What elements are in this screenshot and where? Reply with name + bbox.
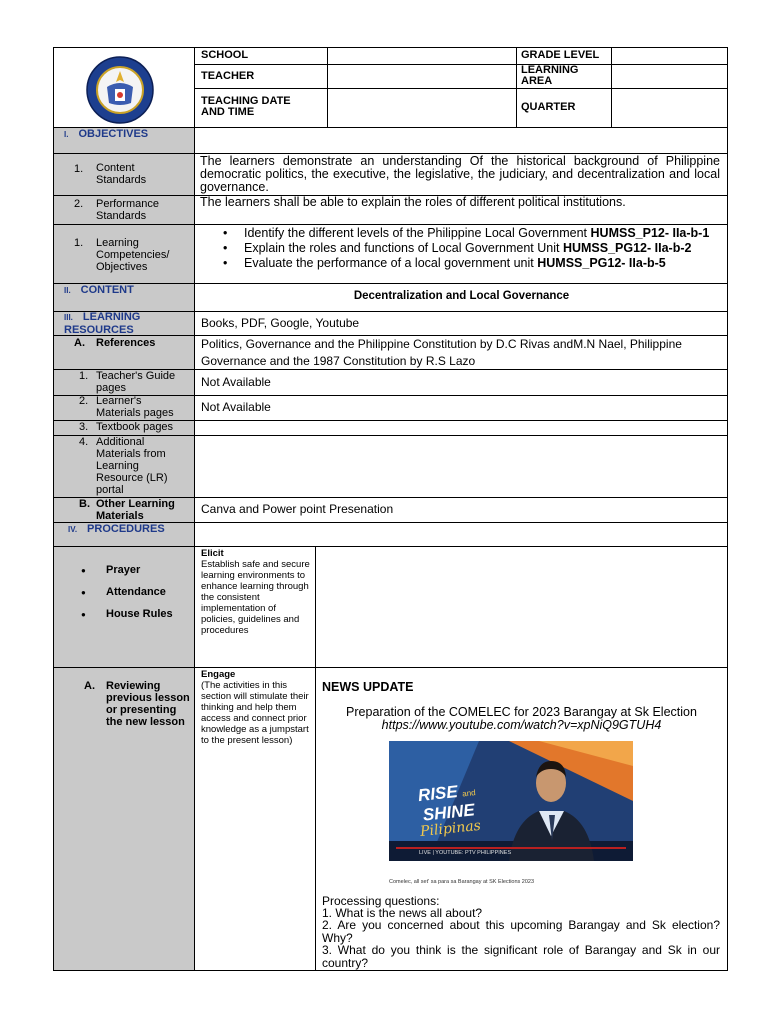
competency-list <box>220 226 725 271</box>
teacher-label: TEACHER <box>201 70 255 82</box>
other-materials-label: Other Learning Materials <box>96 498 175 522</box>
content-topic: Decentralization and Local Governance <box>353 290 570 302</box>
list-item: • Evaluate the performance of a local government unit HUMSS_PG12- IIa-b-5 <box>220 256 725 271</box>
references-label: References <box>96 337 156 349</box>
learners-materials-label: Learner's Materials pages <box>96 395 174 419</box>
other-materials-value: Canva and Power point Presenation <box>201 502 394 516</box>
reviewing-lesson-label: Reviewing previous lesson or presenting the new lesson <box>106 680 190 728</box>
deped-seal <box>85 55 155 125</box>
list-item: • Identify the different levels of the Philippine Local Government HUMSS_P12- IIa-b-1 <box>220 226 725 241</box>
list-item: • Explain the roles and functions of Local Government Unit HUMSS_PG12- IIa-b-2 <box>220 241 725 256</box>
content-standards-label: Content Standards <box>96 162 147 186</box>
quarter-label: QUARTER <box>521 101 576 113</box>
resources-general: Books, PDF, Google, Youtube <box>201 316 360 330</box>
additional-materials-label: Additional Materials from Learning Resource (LR) portal <box>96 436 168 496</box>
elicit-title: Elicit <box>201 548 224 559</box>
school-label: SCHOOL <box>201 49 249 61</box>
video-caption: Comelec, all set' sa para sa Barangay at SK Elections 2023 <box>389 879 535 885</box>
list-item: ● House Rules <box>106 608 173 620</box>
news-link[interactable]: https://www.youtube.com/watch?v=xpNiQ9GTUH4 <box>381 718 662 732</box>
teachers-guide-value: Not Available <box>201 375 271 389</box>
textbook-pages-label: Textbook pages <box>96 421 174 433</box>
objectives-heading: I. OBJECTIVES <box>64 128 149 140</box>
news-title: NEWS UPDATE <box>322 680 414 694</box>
routine-list <box>76 564 191 644</box>
procedures-heading: IV. PROCEDURES <box>68 523 165 535</box>
list-item: ● Prayer <box>106 564 140 576</box>
references-text: Politics, Governance and the Philippine Constitution by D.C Rivas andM.N Nael, Philippine Governance and the 1987 Constitution by R.S Lazo <box>201 337 682 368</box>
learning-resources-heading: III. LEARNING RESOURCES <box>64 311 141 336</box>
engage-title: Engage <box>201 669 236 680</box>
elicit-text: Establish safe and secure learning environments to enhance learning through the consistent implementation of policies, guidelines and procedures <box>201 559 310 636</box>
teachers-guide-label: Teacher's Guide pages <box>96 370 176 394</box>
list-item: 3. What do you think is the significant role of Barangay and Sk in our country? <box>322 943 720 970</box>
news-headline: Preparation of the COMELEC for 2023 Barangay at Sk Election <box>346 705 697 719</box>
engage-text: (The activities in this section will stimulate their thinking and help them access and connect prior knowledge as a jumpstart to the present lesson) <box>201 680 309 746</box>
learning-competencies-label: Learning Competencies/ Objectives <box>96 237 170 273</box>
grade-label: GRADE LEVEL <box>521 49 600 61</box>
performance-standards-label: Performance Standards <box>96 198 159 222</box>
video-thumbnail[interactable] <box>389 741 633 861</box>
processing-title: Processing questions: <box>322 894 440 908</box>
performance-standards-text: The learners shall be able to explain the roles of different political institutions. <box>200 195 626 209</box>
list-item: ● Attendance <box>106 586 166 598</box>
content-standards-text: The learners demonstrate an understanding Of the historical background of Philippine democratic politics, the executive, the legislative, the judiciary, and decentralization and local governance. <box>200 154 720 194</box>
show-logo: RISE and SHINE Pilipinas <box>417 782 482 841</box>
list-item: 1. What is the news all about? <box>322 906 483 920</box>
date-label: TEACHING DATE AND TIME <box>201 95 291 118</box>
area-label: LEARNING AREA <box>521 64 579 87</box>
learners-materials-value: Not Available <box>201 400 271 414</box>
list-item: 2. Are you concerned about this upcoming Barangay and Sk election? Why? <box>322 918 720 945</box>
video-bar-text: LIVE | YOUTUBE: PTV PHILIPPINES <box>419 850 512 856</box>
processing-questions <box>322 907 720 969</box>
content-heading: II. CONTENT <box>64 284 134 296</box>
